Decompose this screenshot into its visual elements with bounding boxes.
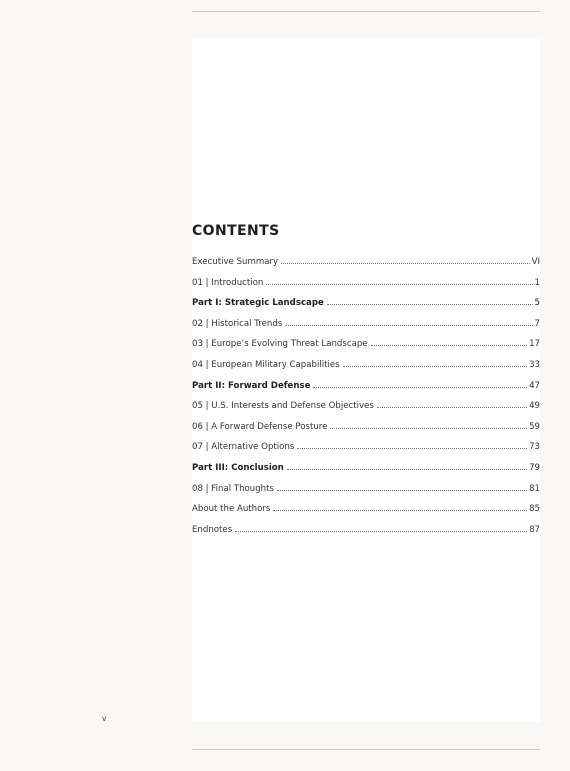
toc-entry-page-number: VI: [531, 257, 540, 267]
toc-part-entry[interactable]: [192, 463, 540, 484]
toc-entry-label: Part III: Conclusion: [192, 462, 284, 473]
toc-entry[interactable]: [192, 504, 540, 525]
toc-entry[interactable]: [192, 442, 540, 463]
toc-entry-label: 02 | Historical Trends: [192, 318, 283, 329]
toc-dot-leader: [327, 304, 533, 305]
toc-entry-label: 07 | Alternative Options: [192, 442, 295, 453]
toc-entry-page-number: 33: [529, 359, 540, 370]
toc-dot-leader: [313, 387, 527, 388]
toc-entry-label: 08 | Final Thoughts: [192, 483, 274, 494]
toc-entry-page-number: 87: [529, 524, 540, 535]
toc-entry[interactable]: [192, 339, 540, 360]
toc-entry[interactable]: [192, 257, 540, 278]
table-of-contents: [192, 257, 540, 545]
toc-dot-leader: [287, 469, 527, 470]
bottom-divider: [192, 749, 540, 750]
toc-dot-leader: [281, 263, 529, 264]
toc-entry-page-number: 7: [534, 318, 540, 329]
toc-entry[interactable]: [192, 484, 540, 505]
toc-entry-label: Part I: Strategic Landscape: [192, 298, 324, 309]
toc-dot-leader: [330, 428, 527, 429]
toc-part-entry[interactable]: [192, 298, 540, 319]
toc-dot-leader: [235, 531, 527, 532]
toc-entry[interactable]: [192, 525, 540, 546]
toc-entry[interactable]: [192, 360, 540, 381]
toc-entry-page-number: 49: [529, 401, 540, 412]
toc-dot-leader: [343, 366, 527, 367]
toc-entry[interactable]: [192, 319, 540, 340]
toc-entry-label: Endnotes: [192, 524, 233, 535]
toc-entry-page-number: 17: [529, 339, 540, 350]
contents-heading: CONTENTS: [192, 223, 280, 239]
toc-entry-label: 03 | Europe’s Evolving Threat Landscape: [192, 339, 368, 350]
toc-entry-page-number: 1: [534, 277, 540, 288]
toc-entry[interactable]: [192, 422, 540, 443]
toc-entry-page-number: 59: [529, 421, 540, 432]
toc-entry[interactable]: [192, 278, 540, 299]
toc-entry-page-number: 85: [529, 504, 540, 515]
toc-entry-label: Part II: Forward Defense: [192, 380, 311, 391]
toc-dot-leader: [285, 325, 532, 326]
toc-entry-page-number: 47: [529, 380, 540, 391]
toc-entry-page-number: 81: [529, 483, 540, 494]
toc-entry[interactable]: [192, 401, 540, 422]
toc-entry-label: 06 | A Forward Defense Posture: [192, 421, 328, 432]
toc-dot-leader: [371, 345, 527, 346]
toc-dot-leader: [266, 284, 532, 285]
toc-entry-label: 01 | Introduction: [192, 277, 264, 288]
toc-entry-label: 04 | European Military Capabilities: [192, 359, 340, 370]
toc-entry-page-number: 79: [529, 462, 540, 473]
top-divider: [192, 11, 540, 12]
toc-dot-leader: [297, 448, 527, 449]
page-number: v: [102, 714, 107, 723]
toc-entry-page-number: 73: [529, 442, 540, 453]
toc-part-entry[interactable]: [192, 381, 540, 402]
toc-dot-leader: [277, 490, 527, 491]
toc-entry-label: About the Authors: [192, 504, 271, 515]
toc-entry-label: 05 | U.S. Interests and Defense Objectives: [192, 401, 374, 412]
toc-entry-page-number: 5: [534, 298, 540, 309]
toc-dot-leader: [273, 510, 527, 511]
toc-dot-leader: [377, 407, 527, 408]
toc-entry-label: Executive Summary: [192, 257, 279, 267]
